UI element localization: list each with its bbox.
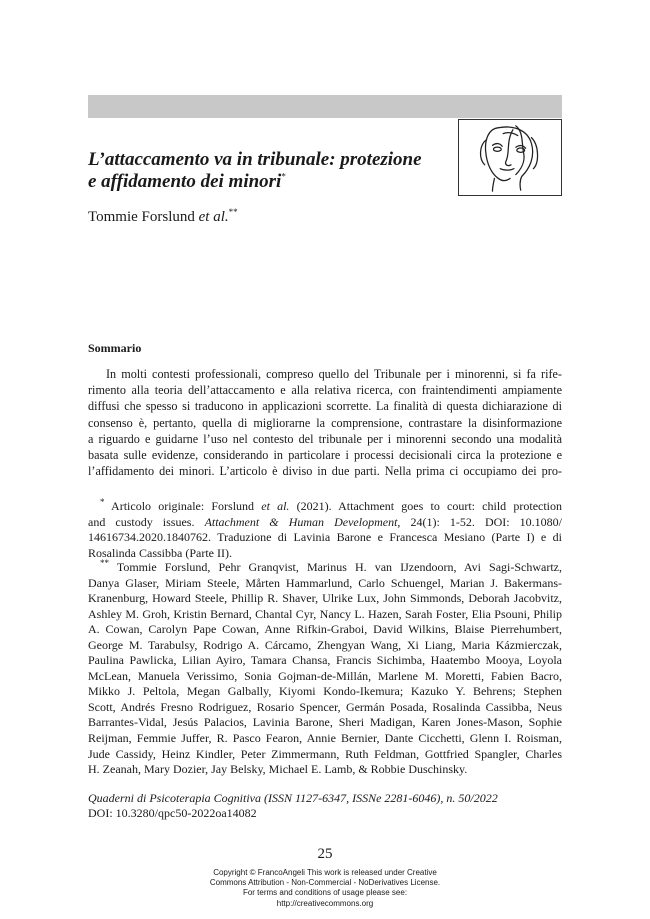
footnote1-text-rest: (2021). Attachment goes to court: child protection: [296, 499, 563, 513]
footnote1-line2-pre: and custody issues.: [88, 514, 195, 529]
title-line-2-text: e affidamento dei minori: [88, 171, 282, 192]
header-band: [88, 95, 562, 118]
footnote2-line: Barrantes-Vidal, Jesús Palacios, Lavinia Barone, Sheri Madigan, Karen Jones-Mason, Sophie: [88, 715, 562, 730]
article-title: [88, 149, 438, 193]
page-number: 25: [317, 846, 333, 862]
footnote2-marker: **: [100, 558, 109, 568]
author-etal: et al.: [198, 209, 229, 225]
footnote2-line: Paulina Pawlicka, Lilian Ayiro, Tamara Chansa, Francis Sichimba, Haatembo Mooya, Loyola: [88, 653, 562, 668]
copyright-line: For terms and conditions of usage please see:: [242, 888, 408, 898]
abstract-line: diffusi che spesso si traducono in applicazioni scorrette. La finalità di questa dichiarazione di: [88, 399, 562, 414]
copyright-line: Copyright © FrancoAngeli This work is released under Creative: [213, 868, 437, 877]
abstract-line: l’affidamento dei minori. L’articolo è diviso in due parti. Nella prima ci occupiamo dei pro-: [88, 464, 562, 479]
author-line: [88, 207, 238, 227]
footnote2-line-1: [88, 560, 562, 576]
footnote1-marker: *: [100, 497, 105, 507]
footnote1-etal: et al.: [261, 499, 290, 513]
footnote2-text: Tommie Forslund, Pehr Granqvist, Marinus H. van IJzendoorn, Avi Sagi-Schwartz,: [116, 560, 562, 574]
abstract-line: consenso è, pertanto, quella di migliorarne la comprensione, contrastare la disinformazione: [88, 415, 562, 430]
face-drawing-logo: [459, 120, 561, 195]
author-footnote-marker: **: [228, 207, 238, 217]
copyright-link[interactable]: http://creativecommons.org: [276, 898, 374, 908]
footnote2-line: Kranenburg, Howard Steele, Phillip R. Shaver, Ulrike Lux, John Simmonds, Deborah Jacobvitz,: [88, 591, 562, 606]
footnote1-line2-post: , 24(1): 1-52. DOI: 10.1080/: [397, 514, 563, 529]
journal-name: Quaderni di Psicoterapia Cognitiva (ISSN 1127-6347, ISSNe 2281-6046), n. 50/2022: [88, 791, 498, 805]
footnote2-line: H. Zeanah, Mary Dozier, Jay Belsky, Michael E. Lamb, & Robbie Duschinsky.: [88, 762, 468, 777]
footnote2-line: Mikko J. Peltola, Megan Galbally, Kiyomi Kondo-Ikemura; Kazuko Y. Behrens; Stephen: [88, 684, 562, 699]
title-footnote-marker: *: [281, 171, 286, 182]
journal-citation: [88, 791, 562, 821]
abstract-line: rimento alla teoria dell’attaccamento e alla relativa ricerca, con fraintendimenti ampiamente: [88, 383, 562, 398]
abstract-line: In molti contesti professionali, compreso quello del Tribunale per i minorenni, si fa rife-: [106, 367, 562, 381]
footnote2-line: Jude Cassidy, Heinz Kindler, Peter Zimmermann, Ruth Feldman, Gottfried Spangler, Charles: [88, 746, 562, 761]
footnote1-journal-title: Attachment & Human Development: [204, 514, 398, 529]
abstract-heading: Sommario: [88, 341, 142, 355]
footnote2-line: Ashley M. Groh, Kristin Bernard, Chantal Cyr, Nancy L. Hazen, Sarah Foster, Elia Psouni, Philip: [88, 606, 562, 621]
copyright-line: Commons Attribution - Non-Commercial - NoDerivatives License.: [209, 878, 441, 888]
author-name: Tommie Forslund: [88, 209, 195, 225]
footnote1-line-2: [88, 515, 562, 531]
footnote1-line-1: [88, 499, 562, 515]
abstract-body: [88, 366, 562, 479]
copyright-notice: [0, 868, 650, 909]
journal-logo: [458, 119, 562, 196]
footnote-original-article: [88, 499, 562, 561]
footnote2-line: Reijman, Femmie Juffer, R. Pasco Fearon, Annie Bernier, Dante Cicchetti, Glenn I. Roisman,: [88, 731, 562, 746]
title-line-1: L’attaccamento va in tribunale: protezione: [88, 149, 422, 170]
footnote2-line: Scott, Andrés Fresno Rodriguez, Rosario Spencer, Germán Posada, Rosalinda Cassibba, Neus: [88, 699, 562, 714]
footnote1-line-3: 14616734.2020.1840762. Traduzione di Lavinia Barone e Francesca Mesiano (Parte I) e di: [88, 530, 562, 545]
footnote1-line-4: Rosalinda Cassibba (Parte II).: [88, 545, 232, 560]
footnote2-line: Danya Glaser, Miriam Steele, Mårten Hammarlund, Carlo Schuengel, Marian J. Bakermans-: [88, 575, 562, 590]
footnote-authors: [88, 560, 562, 778]
abstract-line: basata sulle evidenze, considerando in particolare i processi decisionali circa la protezione e: [88, 448, 562, 463]
journal-doi: DOI: 10.3280/qpc50-2022oa14082: [88, 806, 257, 820]
title-line-2: [88, 171, 438, 193]
abstract-line: a riguardo e guidarne l’uso nel contesto del tribunale per i minorenni secondo una modalità: [88, 431, 562, 446]
footnote2-line: George M. Tarabulsy, Rodrigo A. Cárcamo, Zhengyan Wang, Xi Liang, Maria Kázmierczak,: [88, 637, 562, 652]
footnote1-text: Articolo originale: Forslund: [111, 499, 255, 513]
footnote2-line: McLean, Manuela Verissimo, Sonia Gojman-de-Millán, Marlene M. Moretti, Fabien Bacro,: [88, 668, 562, 683]
footnote2-line: A. Cowan, Carolyn Pape Cowan, Anne Rifkin-Graboi, David Wilkins, Blaise Pierrehumbert,: [88, 622, 562, 637]
